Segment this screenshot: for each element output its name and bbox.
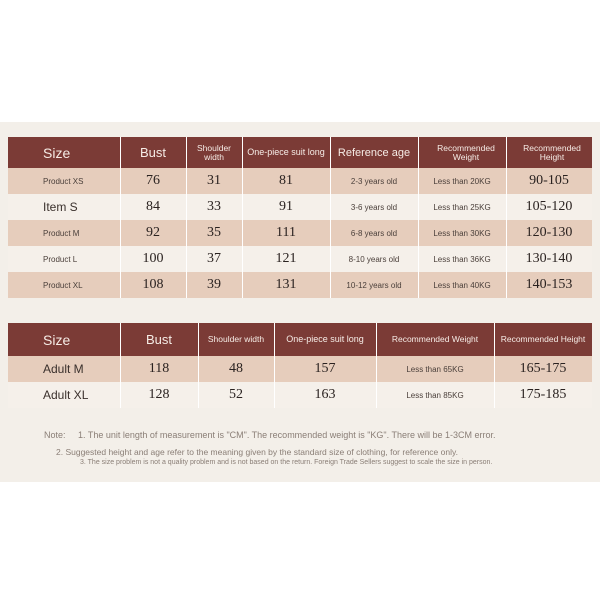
cell-length: 131	[275, 277, 297, 292]
cell-size: Product L	[43, 254, 78, 264]
cell-height: 140-153	[525, 277, 573, 292]
cell-bust: 92	[146, 225, 160, 240]
size-table-children	[8, 137, 592, 297]
cell-bust: 118	[148, 361, 170, 376]
cell-length: 163	[314, 387, 336, 402]
cell-age: 8-10 years old	[348, 254, 400, 264]
cell-length: 157	[314, 361, 336, 376]
cell-weight: Less than 85KG	[406, 390, 464, 400]
note-2: 2. Suggested height and age refer to the meaning given by the standard size of clothing, for reference only.	[56, 447, 458, 457]
header-weight: Recommended Weight	[391, 334, 479, 344]
cell-bust: 100	[142, 251, 164, 266]
cell-age: 10-12 years old	[346, 280, 402, 290]
cell-height: 175-185	[519, 387, 567, 402]
cell-length: 121	[275, 251, 297, 266]
cell-shoulder: 35	[207, 225, 221, 240]
header-size: Size	[43, 144, 71, 161]
cell-bust: 128	[148, 387, 170, 402]
cell-age: 6-8 years old	[350, 228, 398, 238]
header-size: Size	[43, 331, 71, 348]
cell-weight: Less than 20KG	[433, 176, 491, 186]
note-3: 3. The size problem is not a quality problem and is not based on the return. Foreign Trade Sellers suggest to scale the size in person.	[80, 459, 493, 466]
note-prefix: Note:	[44, 430, 66, 440]
cell-height: 90-105	[529, 173, 569, 188]
cell-length: 91	[279, 199, 293, 214]
cell-height: 130-140	[525, 251, 573, 266]
table-row	[8, 356, 592, 382]
header-weight: Recommended Weight	[437, 142, 495, 162]
cell-weight: Less than 25KG	[433, 202, 491, 212]
cell-shoulder: 31	[207, 173, 221, 188]
table-row	[8, 220, 592, 246]
cell-size: Product XS	[43, 176, 84, 186]
header-height: Recommended Height	[500, 334, 586, 344]
cell-weight: Less than 30KG	[433, 228, 491, 238]
cell-size: Product XL	[43, 280, 83, 290]
header-age: Reference age	[337, 146, 411, 159]
header-shoulder: Shoulder width	[196, 142, 232, 162]
cell-size: Adult XL	[43, 388, 89, 402]
cell-length: 111	[276, 225, 296, 240]
header-bust: Bust	[139, 145, 166, 160]
cell-length: 81	[279, 173, 293, 188]
cell-size: Product M	[43, 228, 80, 238]
header-bust: Bust	[145, 332, 172, 347]
header-shoulder: Shoulder width	[207, 334, 265, 344]
cell-age: 2-3 years old	[350, 176, 398, 186]
table-row	[8, 382, 592, 408]
cell-height: 120-130	[525, 225, 573, 240]
cell-weight: Less than 36KG	[433, 254, 491, 264]
cell-height: 105-120	[525, 199, 573, 214]
header-length: One-piece suit long	[286, 334, 364, 344]
table-row	[8, 272, 592, 298]
cell-height: 165-175	[519, 361, 567, 376]
cell-bust: 108	[142, 277, 164, 292]
table-header	[8, 323, 592, 356]
cell-shoulder: 52	[229, 387, 243, 402]
cell-shoulder: 48	[229, 361, 243, 376]
table-row	[8, 168, 592, 194]
cell-shoulder: 39	[207, 277, 221, 292]
cell-bust: 84	[146, 199, 160, 214]
cell-size: Adult M	[43, 362, 84, 376]
header-length: One-piece suit long	[247, 147, 325, 157]
cell-size: Item S	[43, 200, 78, 214]
cell-weight: Less than 65KG	[406, 364, 464, 374]
table-row	[8, 194, 592, 220]
cell-shoulder: 33	[207, 199, 221, 214]
cell-bust: 76	[146, 173, 160, 188]
note-text-1: 1. The unit length of measurement is "CM". The recommended weight is "KG". There will be 1-3CM error.	[78, 430, 496, 440]
cell-shoulder: 37	[207, 251, 221, 266]
cell-weight: Less than 40KG	[433, 280, 491, 290]
table-header	[8, 137, 592, 168]
header-height: Recommended Height	[523, 142, 581, 162]
cell-age: 3-6 years old	[350, 202, 398, 212]
size-table-adult	[8, 323, 592, 407]
table-row	[8, 246, 592, 272]
note-1	[44, 430, 496, 440]
